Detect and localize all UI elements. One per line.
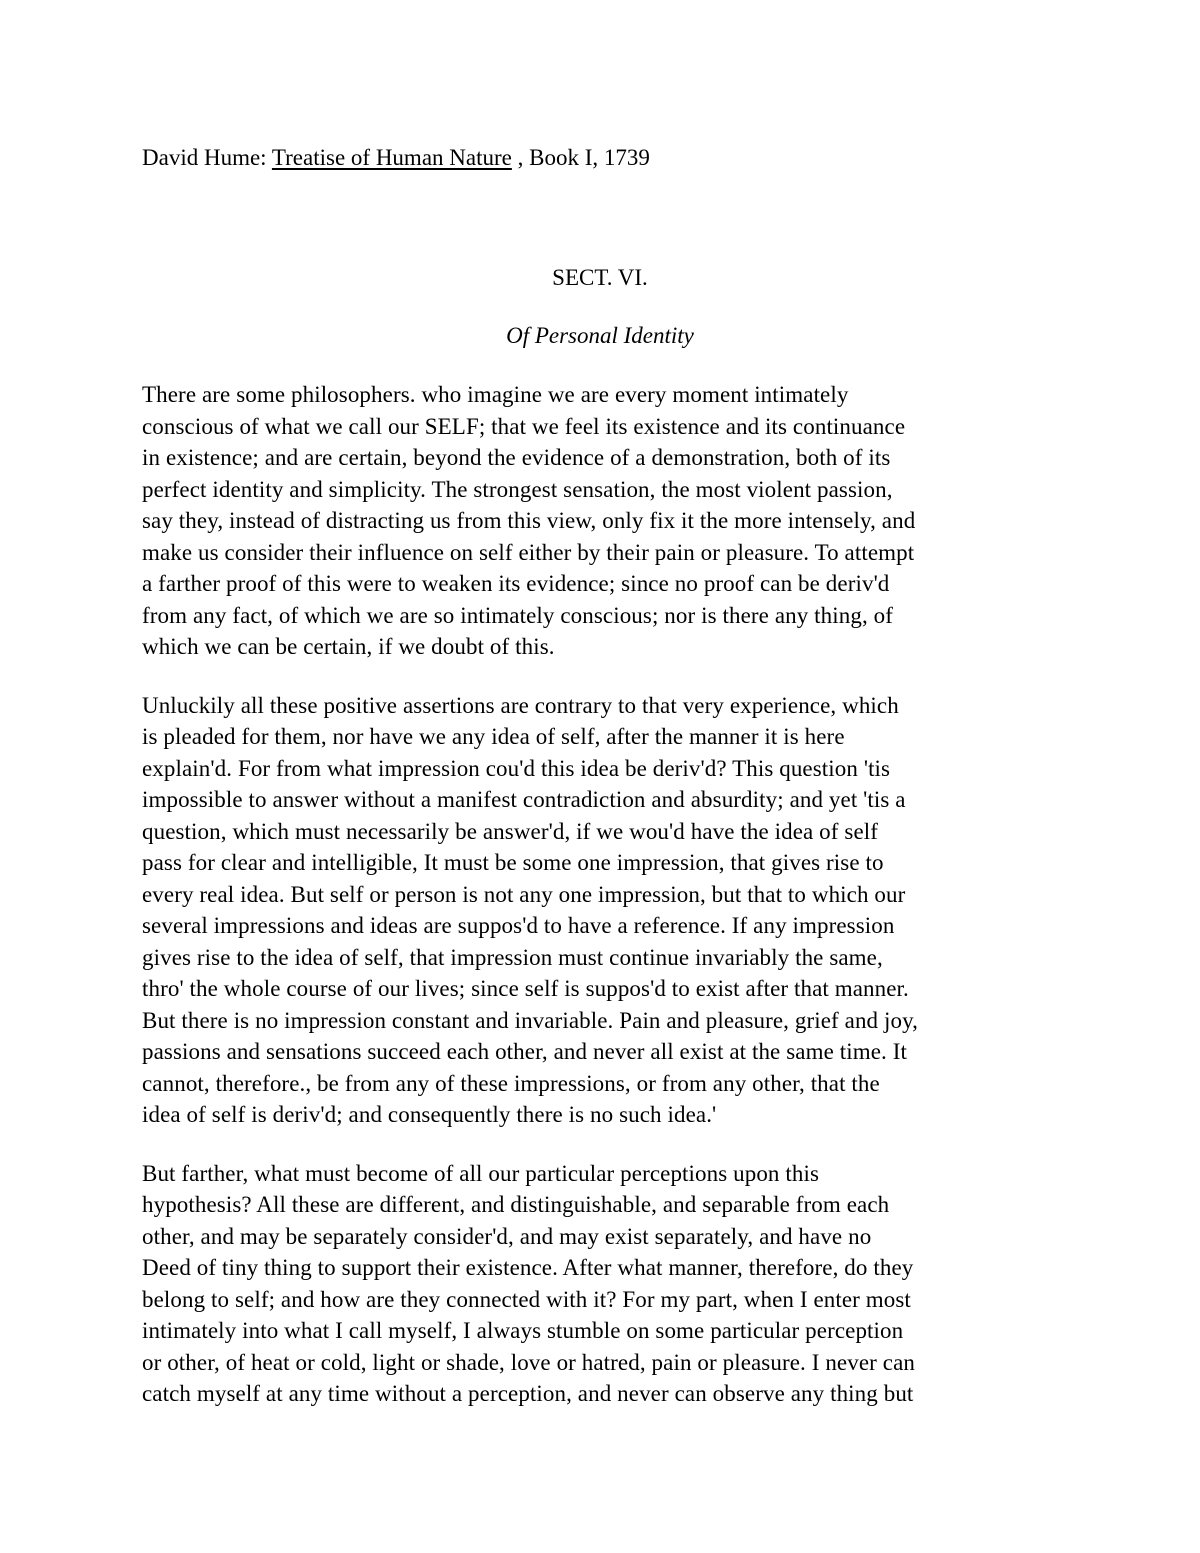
- text-line: There are some philosophers. who imagine we are every moment intimately: [142, 382, 849, 407]
- text-line: from any fact, of which we are so intimately conscious; nor is there any thing, of: [142, 602, 894, 628]
- text-line: question, which must necessarily be answer'd, if we wou'd have the idea of self: [142, 818, 879, 844]
- section-title: Of Personal Identity: [506, 323, 694, 348]
- document-header: [142, 142, 650, 174]
- text-line: catch myself at any time without a perception, and never can observe any thing but: [142, 1381, 914, 1406]
- text-line: in existence; and are certain, beyond the evidence of a demonstration, both of its: [142, 445, 891, 470]
- paragraph-3: [142, 1158, 1062, 1410]
- text-line: idea of self is deriv'd; and consequently there is no such idea.': [142, 1102, 717, 1127]
- section-number: SECT. VI.: [552, 265, 648, 290]
- body-text: [142, 379, 1062, 1437]
- text-line: a farther proof of this were to weaken its evidence; since no proof can be deriv'd: [142, 571, 890, 596]
- text-line: cannot, therefore., be from any of these impressions, or from any other, that the: [142, 1070, 880, 1096]
- text-line: But farther, what must become of all our particular perceptions upon this: [142, 1160, 820, 1186]
- text-line: gives rise to the idea of self, that impression must continue invariably the same,: [142, 944, 883, 970]
- text-line: Deed of tiny thing to support their existence. After what manner, therefore, do they: [142, 1255, 914, 1280]
- text-line: is pleaded for them, nor have we any idea of self, after the manner it is here: [142, 724, 845, 749]
- text-line: thro' the whole course of our lives; since self is suppos'd to exist after that manner.: [142, 976, 909, 1001]
- text-line: or other, of heat or cold, light or shade, love or hatred, pain or pleasure. I never can: [142, 1349, 915, 1375]
- paragraph-2: [142, 690, 1062, 1131]
- text-line: Unluckily all these positive assertions are contrary to that very experience, which: [142, 692, 899, 718]
- text-line: every real idea. But self or person is not any one impression, but that to which our: [142, 881, 906, 907]
- text-line: which we can be certain, if we doubt of this.: [142, 634, 555, 659]
- text-line: belong to self; and how are they connected with it? For my part, when I enter most: [142, 1286, 911, 1312]
- text-line: passions and sensations succeed each other, and never all exist at the same time. It: [142, 1039, 907, 1064]
- text-line: make us consider their influence on self either by their pain or pleasure. To attempt: [142, 539, 915, 565]
- text-line: impossible to answer without a manifest contradiction and absurdity; and yet 'tis a: [142, 787, 906, 812]
- book-title: Treatise of Human Nature: [271, 145, 512, 170]
- text-line: intimately into what I call myself, I always stumble on some particular perception: [142, 1318, 904, 1343]
- text-line: explain'd. For from what impression cou'd this idea be deriv'd? This question 'tis: [142, 755, 891, 781]
- text-line: say they, instead of distracting us from this view, only fix it the more intensely, and: [142, 508, 916, 533]
- text-line: pass for clear and intelligible, It must be some one impression, that gives rise to: [142, 850, 884, 875]
- text-line: other, and may be separately consider'd, and may exist separately, and have no: [142, 1223, 872, 1249]
- text-line: perfect identity and simplicity. The strongest sensation, the most violent passion,: [142, 476, 893, 502]
- text-line: But there is no impression constant and invariable. Pain and pleasure, grief and joy,: [142, 1007, 919, 1033]
- author-label: David Hume:: [142, 145, 272, 170]
- text-line: several impressions and ideas are suppos'd to have a reference. If any impression: [142, 913, 895, 938]
- book-details: , Book I, 1739: [511, 145, 650, 170]
- text-line: conscious of what we call our SELF; that we feel its existence and its continuance: [142, 413, 906, 439]
- text-line: hypothesis? All these are different, and distinguishable, and separable from each: [142, 1192, 890, 1217]
- paragraph-1: [142, 379, 1062, 663]
